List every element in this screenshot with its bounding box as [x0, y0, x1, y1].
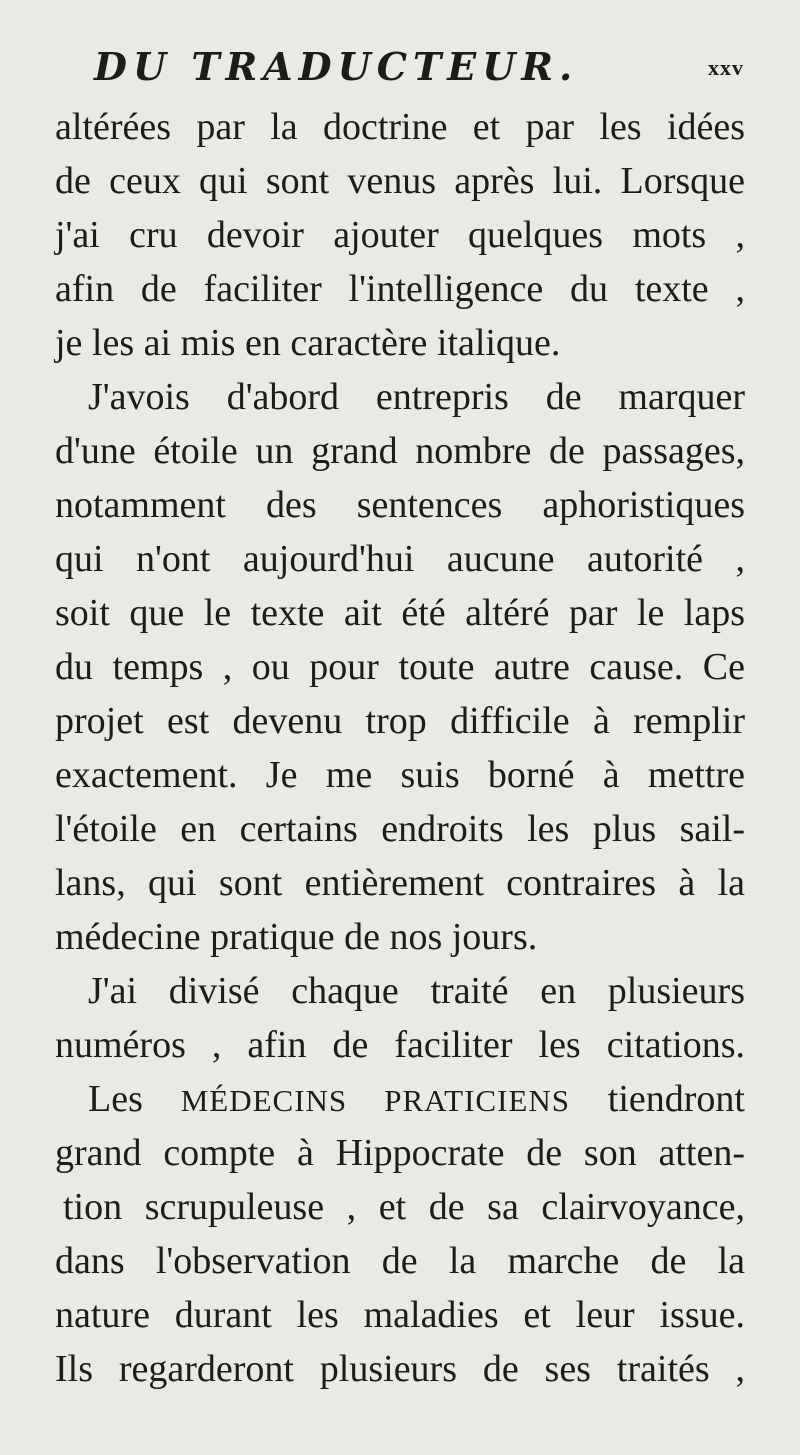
running-head	[90, 42, 744, 92]
text-line: j'ai cru devoir ajouter quelques mots ,	[55, 214, 745, 256]
text-line: de ceux qui sont venus après lui. Lorsque	[55, 160, 745, 202]
text-line: l'étoile en certains endroits les plus sail-	[55, 808, 745, 850]
text-line: d'une étoile un grand nombre de passages,	[55, 430, 745, 472]
text-line: nature durant les maladies et leur issue.	[55, 1294, 745, 1336]
text-line: altérées par la doctrine et par les idées	[55, 106, 745, 148]
text-line: J'avois d'abord entrepris de marquer	[88, 376, 745, 418]
text-line: grand compte à Hippocrate de son atten-	[55, 1132, 745, 1174]
text-line: soit que le texte ait été altéré par le laps	[55, 592, 745, 634]
line-lead: Les	[88, 1078, 143, 1120]
text-line: Ils regarderont plusieurs de ses traités ,	[55, 1348, 745, 1390]
text-line: afin de faciliter l'intelligence du texte ,	[55, 268, 745, 310]
running-title: DU TRADUCTEUR.	[94, 44, 579, 89]
text-line: médecine pratique de nos jours.	[55, 916, 538, 958]
page-number: xxv	[708, 55, 744, 80]
text-line-small-caps	[55, 1072, 745, 1126]
text-line: J'ai divisé chaque traité en plusieurs	[88, 970, 745, 1012]
text-line: dans l'observation de la marche de la	[55, 1240, 745, 1282]
text-line: je les ai mis en caractère italique.	[55, 322, 561, 364]
small-caps-phrase: MÉDECINS PRATICIENS	[180, 1083, 570, 1118]
text-line: projet est devenu trop difficile à remplir	[55, 700, 745, 742]
text-line: tion scrupuleuse , et de sa clairvoyance,	[63, 1186, 745, 1228]
text-line: lans, qui sont entièrement contraires à la	[55, 862, 745, 904]
text-line: notamment des sentences aphoristiques	[55, 484, 745, 526]
text-line: qui n'ont aujourd'hui aucune autorité ,	[55, 538, 745, 580]
text-line: exactement. Je me suis borné à mettre	[55, 754, 745, 796]
body-text	[55, 100, 745, 1396]
text-line: numéros , afin de faciliter les citations.	[55, 1024, 745, 1066]
text-line: du temps , ou pour toute autre cause. Ce	[55, 646, 745, 688]
line-tail: tiendront	[607, 1078, 745, 1120]
